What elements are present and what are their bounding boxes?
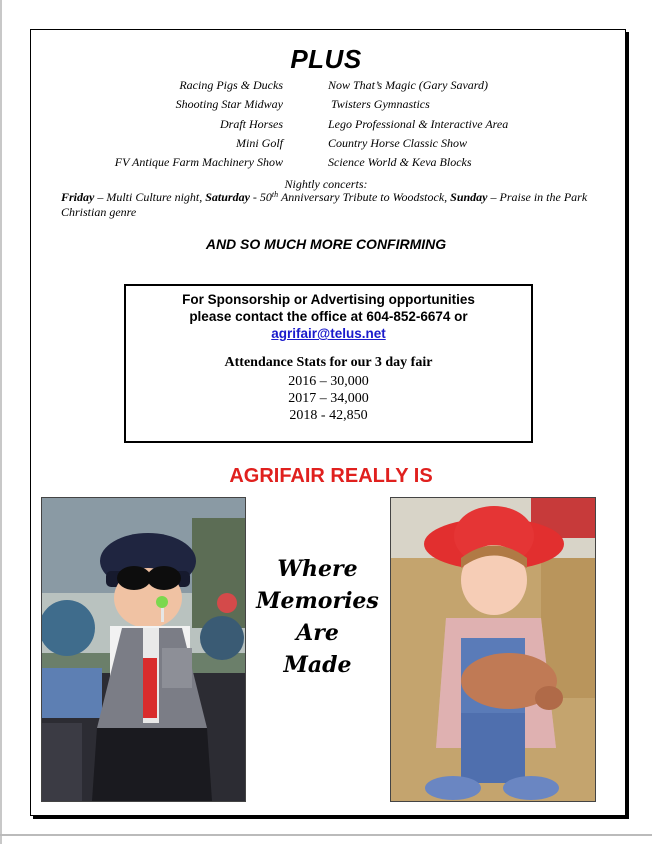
attraction-left-3: Draft Horses [219,117,283,131]
saturday-text-b: Anniversary Tribute to Woodstock, [278,190,451,204]
nightly-concerts-label: Nightly concerts: [284,177,368,191]
attraction-right-2: Twisters Gymnastics [331,97,430,111]
attraction-right-3: Lego Professional & Interactive Area [328,117,509,131]
boy-with-sunglasses-photo [41,497,246,802]
attraction-left-4: Mini Golf [236,136,283,150]
more-confirming-heading: AND SO MUCH MORE CONFIRMING [205,236,447,252]
saturday-text-a: - 50 [249,190,272,204]
tagline-word-1: Where [277,556,358,582]
page-edge-left [0,0,2,844]
contact-line-2: please contact the office at 604-852-6674 or [189,309,468,324]
contact-line-1: For Sponsorship or Advertising opportunities [182,292,475,307]
page-edge-bottom [0,834,652,836]
tagline-word-4: Made [283,652,352,678]
sunday-label: Sunday [450,190,488,204]
attendance-stat-row: 2018 - 42,850 [289,408,368,423]
attraction-right-5: Science World & Keva Blocks [328,155,472,169]
agrifair-really-is-heading: AGRIFAIR REALLY IS [229,465,433,487]
attraction-left-2: Shooting Star Midway [175,97,283,111]
attraction-left-5: FV Antique Farm Machinery Show [114,155,283,169]
attraction-left-1: Racing Pigs & Ducks [179,78,283,92]
attendance-stats-heading: Attendance Stats for our 3 day fair [224,355,433,370]
attraction-right-1: Now That’s Magic (Gary Savard) [328,78,488,92]
contact-email-row [126,326,531,341]
attendance-stat-row: 2017 – 34,000 [288,391,369,406]
attraction-right-4: Country Horse Classic Show [328,136,468,150]
friday-label: Friday [61,190,95,204]
attendance-stat-row: 2016 – 30,000 [288,374,369,389]
tagline-word-3: Are [296,620,339,646]
nightly-concerts-schedule [61,190,611,220]
saturday-label: Saturday [205,190,250,204]
saturday-ordinal: th [271,190,279,199]
friday-text: – Multi Culture night, [94,190,206,204]
sunday-text: – Praise in the Park Christian genre [61,190,588,219]
plus-title: PLUS [290,44,362,74]
contact-email-link[interactable]: agrifair@telus.net [271,326,386,341]
girl-with-piglet-photo [390,497,596,802]
tagline-word-2: Memories [256,588,379,614]
sponsorship-contact-box [124,284,533,443]
